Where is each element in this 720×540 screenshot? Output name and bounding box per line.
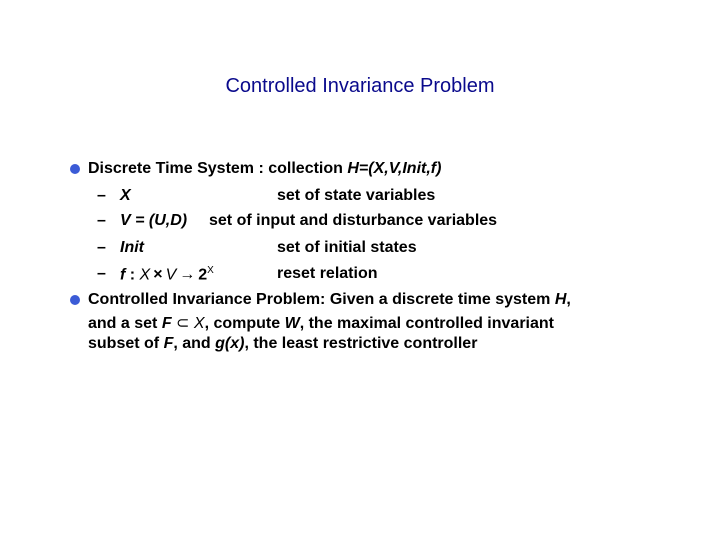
bullet-dot-2: [70, 295, 80, 305]
colon: :: [125, 266, 140, 284]
dash-2: –: [97, 212, 106, 229]
sub-4-label: [120, 265, 214, 284]
b2-f2: F: [163, 335, 174, 352]
b2-w: W: [284, 315, 300, 332]
dash-3: –: [97, 239, 106, 256]
dash-1: –: [97, 187, 106, 204]
b2-subset-of: subset of: [88, 335, 164, 352]
bullet-2-line-2: [88, 313, 554, 333]
arrow-symbol: →: [179, 266, 196, 284]
b2-controller: , the least restrictive controller: [244, 335, 478, 352]
hybrid-system-tuple: H=(X,V,Init,f): [347, 160, 442, 177]
sub-2-label: V = (U,D): [120, 212, 188, 229]
b2-l1-text: Controlled Invariance Problem: Given a discrete time system: [88, 291, 555, 308]
bullet-dot-1: [70, 164, 80, 174]
x-symbol: X: [139, 266, 151, 284]
bullet-2-line-3: [88, 335, 477, 353]
sub-1-desc: set of state variables: [277, 187, 436, 204]
b2-comma: ,: [566, 291, 571, 308]
b2-h: H: [554, 291, 567, 308]
bullet-1-lead: Discrete Time System : collection: [88, 160, 348, 177]
b2-l2-text: and a set: [88, 315, 162, 332]
b2-x: X: [193, 315, 205, 332]
bullet-2-line-1: [88, 291, 571, 309]
slide-title: Controlled Invariance Problem: [225, 75, 495, 97]
f-symbol: f: [120, 266, 126, 284]
b2-maximal: , the maximal controlled invariant: [299, 315, 554, 332]
b2-and: , and: [173, 335, 216, 352]
sub-4-desc: reset relation: [277, 265, 378, 282]
bullet-1-text: [88, 160, 441, 178]
b2-f: F: [161, 315, 172, 332]
sub-2-desc: set of input and disturbance variables: [209, 212, 498, 229]
v-symbol: V: [165, 266, 177, 284]
power-exponent: X: [207, 265, 214, 276]
sub-3-desc: set of initial states: [277, 239, 417, 256]
b2-compute: , compute: [204, 315, 285, 332]
power-base: 2: [198, 266, 208, 284]
subset-symbol: ⊂: [176, 315, 190, 332]
times-symbol: ×: [153, 266, 163, 284]
sub-3-label: Init: [120, 239, 144, 256]
b2-gx: g(x): [215, 335, 245, 352]
dash-4: –: [97, 265, 106, 282]
sub-1-label: X: [120, 187, 131, 204]
